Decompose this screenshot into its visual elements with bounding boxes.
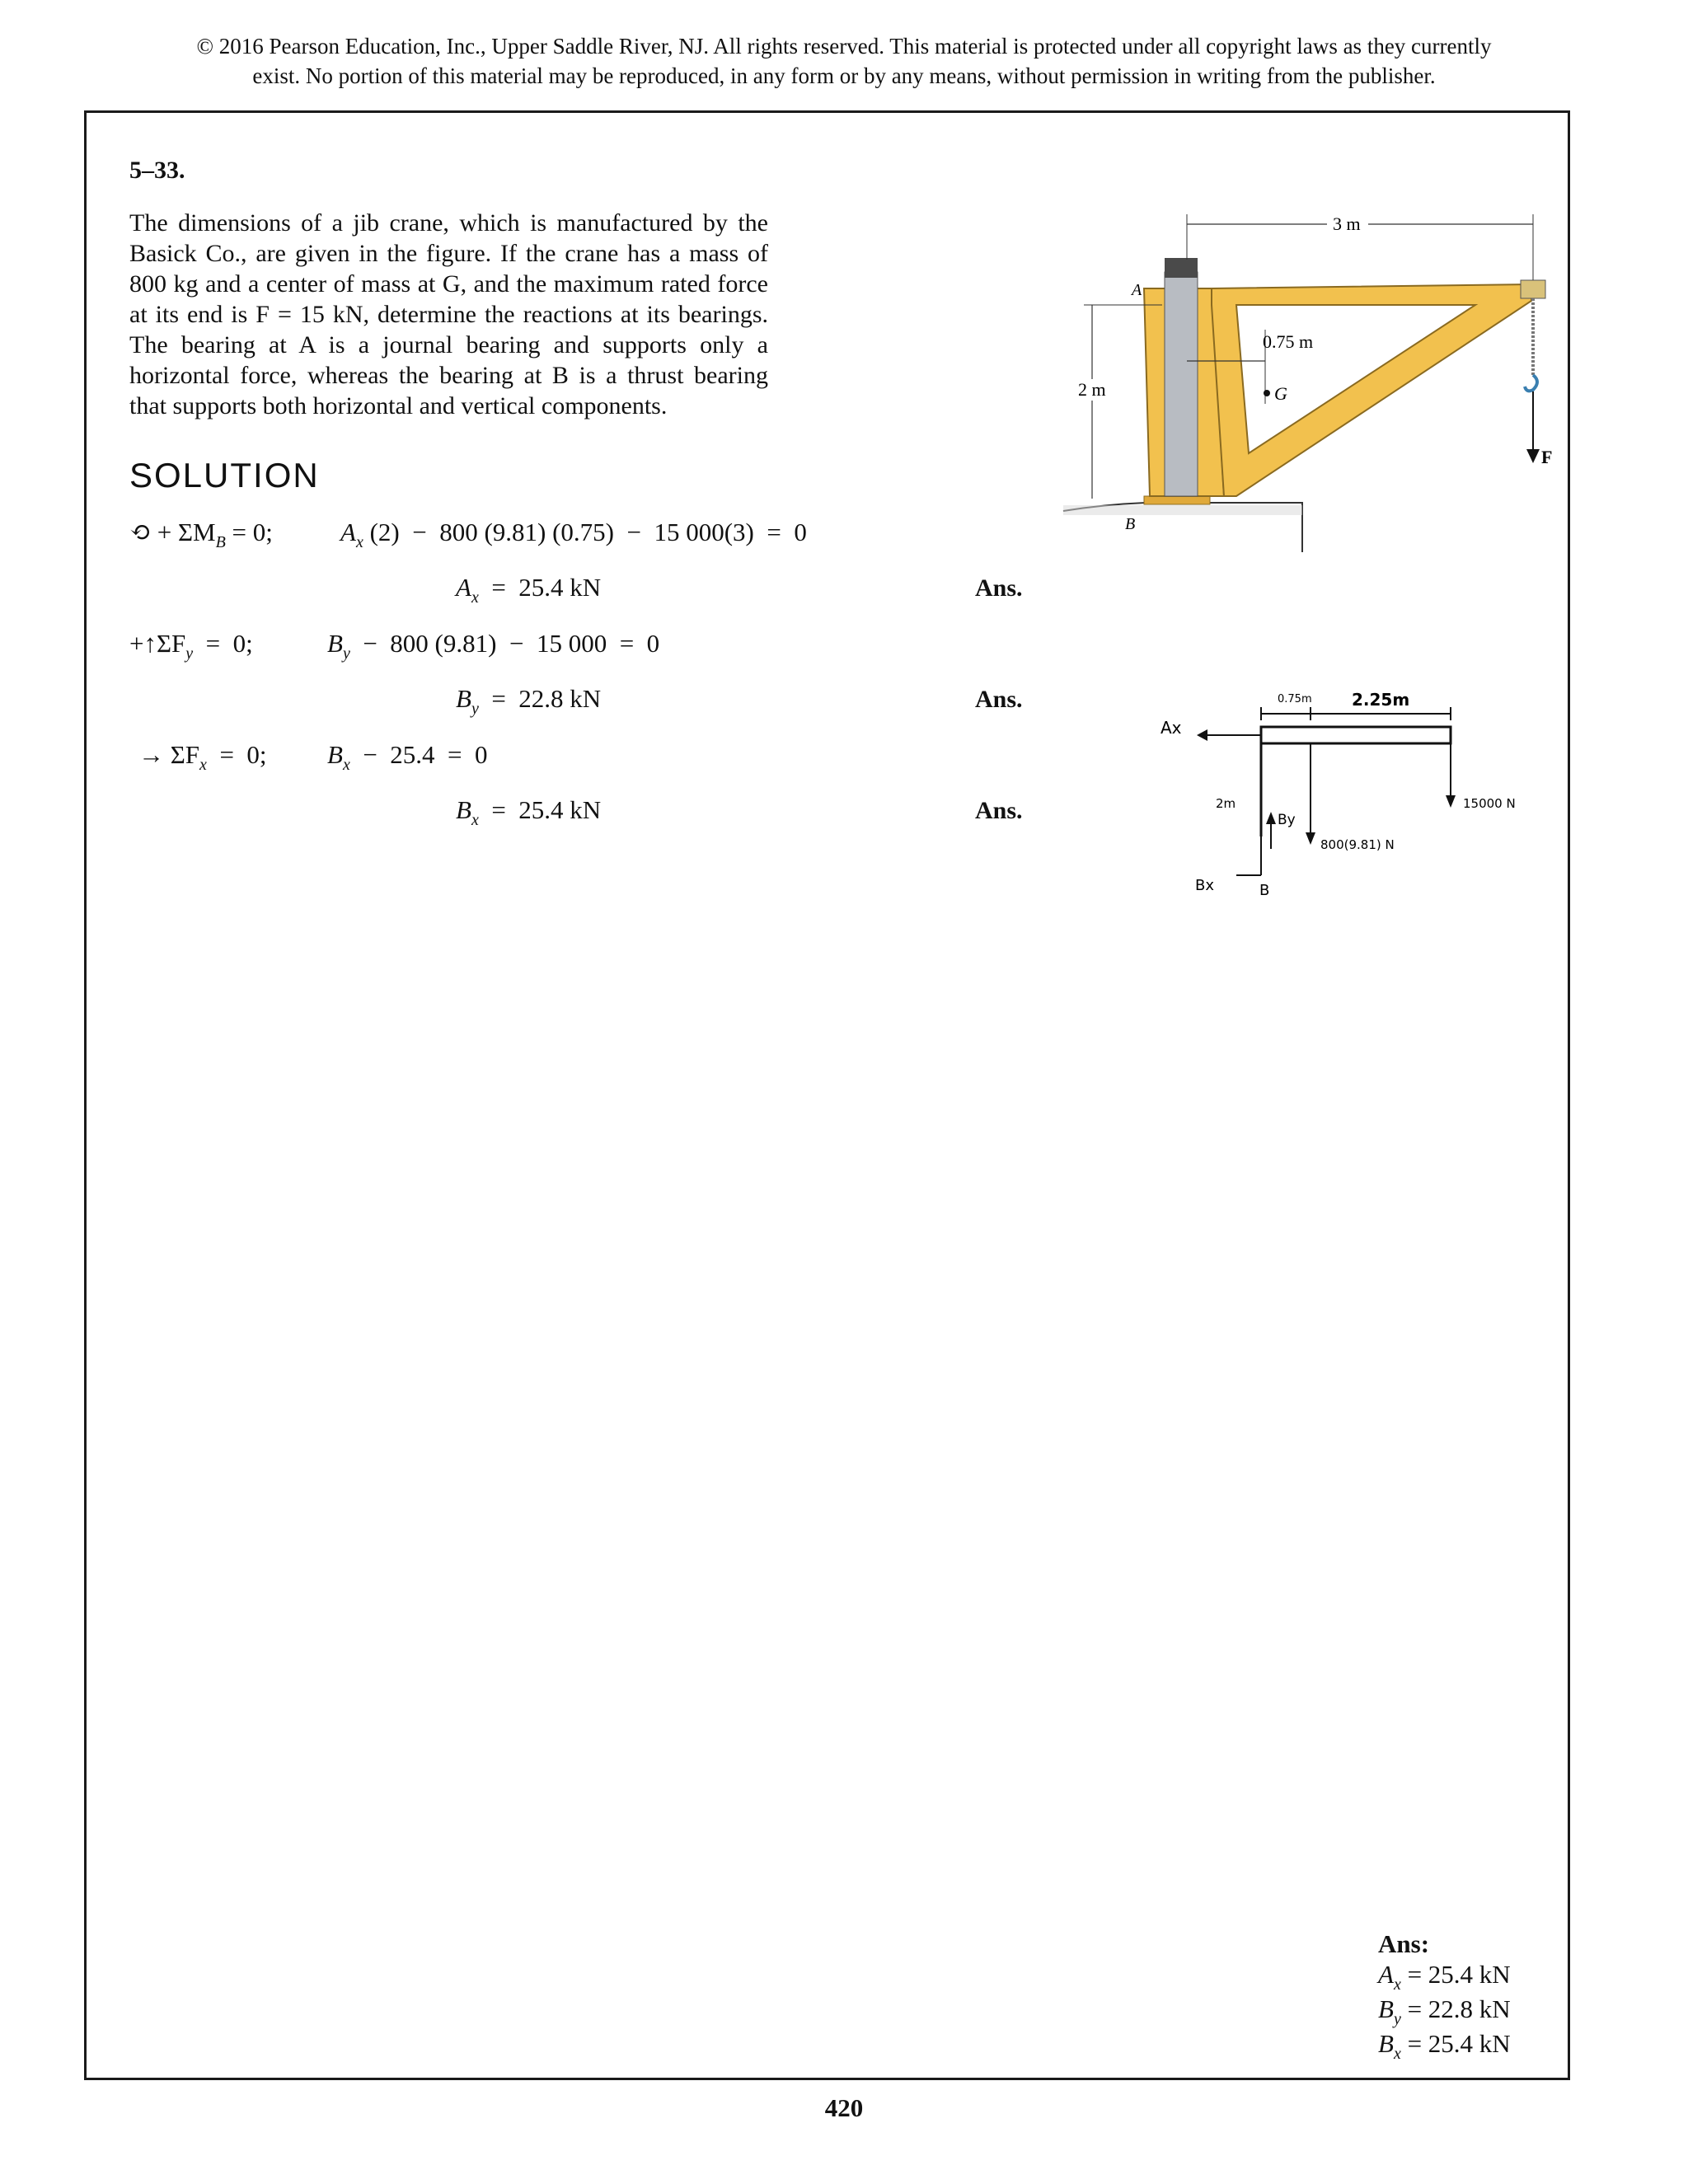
fbd-load-label: 15000 N [1463, 796, 1516, 811]
dim-2m-label: 2 m [1078, 379, 1106, 400]
fbd-dim-075: 0.75m [1278, 693, 1312, 705]
fbd-beam [1261, 727, 1451, 743]
label-a: A [1132, 281, 1142, 299]
g-point [1264, 390, 1270, 396]
eq2-label: $+↑\Sigma F_y = 0$; [129, 629, 253, 663]
eq3-body: $B_x - 25.4 = 0$ [327, 740, 488, 774]
eq2-body: $B_y - 800$ (9.81) − 15 000 = 0 [327, 629, 660, 663]
copyright-line-2: exist. No portion of this material may be reproduced, in any form or by any means, without permission in writing from the publisher. [252, 63, 1436, 88]
arm-cutout [1236, 305, 1475, 453]
jib-crane-figure [1055, 206, 1553, 569]
base-plate [1144, 496, 1210, 504]
fbd-label-by: By [1278, 812, 1296, 828]
post-cap [1165, 258, 1198, 278]
label-f: F [1541, 447, 1553, 467]
ans-label-1: Ans. [975, 574, 1023, 602]
eq1-result: $A_x = 25.4$ kN [456, 573, 602, 607]
dim-3m-label: 3 m [1333, 213, 1361, 234]
eq1-body: $A_x$ (2) − 800 (9.81) (0.75) − 15 000(3) = 0 [340, 518, 807, 551]
final-answer-bx: $B_x = 25.4$ kN [1378, 2029, 1511, 2063]
fbd-dim-225: 2.25m [1352, 690, 1410, 710]
dim-075-label: 0.75 m [1263, 331, 1314, 352]
final-answers [1378, 1929, 1511, 2063]
label-b: B [1125, 515, 1136, 533]
problem-number: 5–33. [129, 157, 185, 184]
final-answer-ax: $A_x = 25.4$ kN [1378, 1960, 1511, 1994]
final-answer-by: $B_y = 22.8$ kN [1378, 1994, 1511, 2028]
fbd-label-b: B [1259, 882, 1270, 899]
problem-statement: The dimensions of a jib crane, which is manufactured by the Basick Co., are given in the figure. If the crane has a mass of 800 kg and a center of mass at G, and the maximum rated force at its end is F = 15 kN, determine the reactions at its bearings. The bearing at A is a journal bearing and supports only a horizontal force, whereas the bearing at B is a thrust bearing that supports both horizontal and vertical components. [129, 209, 768, 419]
bearing-post [1165, 272, 1198, 496]
copyright-notice [0, 31, 1688, 91]
final-answers-header: Ans: [1378, 1929, 1430, 1958]
fbd-label-ax: Ax [1160, 718, 1182, 738]
eq2-result: $B_y = 22.8$ kN [456, 684, 602, 718]
force-f-arrowhead [1526, 449, 1540, 463]
ans-label-2: Ans. [975, 686, 1023, 713]
copyright-line-1: © 2016 Pearson Education, Inc., Upper Saddle River, NJ. All rights reserved. This material is protected under all copyright laws as they currently [196, 34, 1492, 59]
ground-shading [1063, 505, 1302, 515]
eq3-result: $B_x = 25.4$ kN [456, 795, 602, 829]
free-body-diagram [1146, 684, 1558, 907]
hook-icon [1525, 375, 1537, 391]
fbd-label-bx: Bx [1195, 877, 1215, 894]
label-g: G [1274, 383, 1287, 404]
fbd-dim-2m: 2m [1216, 796, 1236, 811]
fbd-weight-label: 800(9.81) N [1320, 837, 1395, 852]
solution-heading: SOLUTION [129, 456, 320, 494]
ans-label-3: Ans. [975, 797, 1023, 824]
eq1-label: ⟲ + $\Sigma M_B = 0$; [129, 518, 273, 551]
eq3-label: → $\Sigma F_x = 0$; [138, 740, 267, 774]
page-number: 420 [824, 2093, 864, 2122]
end-pulley [1521, 280, 1545, 298]
